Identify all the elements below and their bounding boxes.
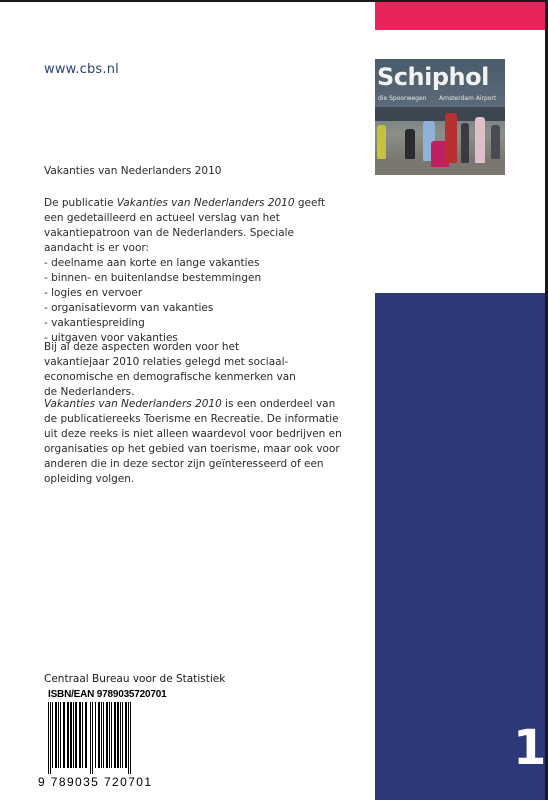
- intro-suffix: geeft een gedetailleerd en actueel verslag van het vakantiepatroon van de Nederlanders. Speciale aandacht is er voor:: [44, 197, 326, 254]
- photo-person: [445, 113, 457, 163]
- photo-person: [377, 125, 386, 159]
- aspects-paragraph: Bij al deze aspecten worden voor het vakantiejaar 2010 relaties gelegd met sociaal-economische en demografische kenmerken van de Nederlanders.: [44, 341, 296, 398]
- topic-list: [44, 256, 344, 346]
- topic-item: - binnen- en buitenlandse bestemmingen: [44, 272, 262, 284]
- photo-person: [405, 129, 415, 159]
- intro-prefix: De publicatie: [44, 197, 117, 209]
- publisher-name: Centraal Bureau voor de Statistiek: [44, 673, 226, 685]
- topic-item: - logies en vervoer: [44, 287, 143, 299]
- barcode-bar: [128, 702, 129, 774]
- barcode-bar: [92, 702, 93, 774]
- barcode-bar: [79, 702, 81, 768]
- intro-paragraph: [44, 196, 344, 346]
- topic-item: - uitgaven voor vakanties: [44, 332, 178, 344]
- barcode-bar: [63, 702, 65, 768]
- schiphol-photo: [375, 59, 505, 175]
- barcode-bar: [106, 702, 108, 768]
- series-paragraph: [44, 397, 344, 487]
- isbn-label: ISBN/EAN 9789035720701: [48, 689, 167, 700]
- barcode-bar: [90, 702, 91, 774]
- publication-title: Vakanties van Nederlanders 2010: [44, 165, 222, 177]
- barcode-bar: [117, 702, 119, 768]
- barcode-bar: [111, 702, 112, 768]
- photo-sign-subtext-right: Amsterdam Airport: [439, 95, 497, 102]
- barcode-bar: [95, 702, 96, 768]
- barcode-bar: [109, 702, 110, 768]
- barcode-bar: [85, 702, 87, 768]
- barcode-bar: [55, 702, 57, 768]
- barcode-bar: [130, 702, 131, 774]
- barcode-bar: [101, 702, 102, 768]
- barcode-bar: [48, 702, 49, 774]
- barcode-bar: [103, 702, 104, 768]
- barcode-bar: [114, 702, 116, 768]
- photo-person: [491, 125, 500, 159]
- barcode-digits: 9 789035 720701: [38, 775, 153, 789]
- barcode-bar: [73, 702, 74, 768]
- photo-person: [475, 117, 485, 163]
- photo-sign-subtext-left: die Spoorwegen: [378, 95, 427, 102]
- photo-sign-text: Schiphol: [377, 63, 489, 91]
- barcode-bar: [58, 702, 59, 768]
- barcode-bar: [67, 702, 69, 768]
- barcode-bar: [52, 702, 53, 768]
- intro-italic-title: Vakanties van Nederlanders 2010: [116, 197, 295, 209]
- website-link[interactable]: www.cbs.nl: [44, 62, 119, 77]
- barcode-bar: [50, 702, 51, 774]
- photo-person: [461, 123, 469, 163]
- series-text: is een onderdeel van de publicatiereeks Toerisme en Recreatie. De informatie uit deze reeks is niet alleen waardevol voor bedrijven en organisaties op het gebied van toerisme, maar ook voor anderen die in deze sector zijn geïnteresseerd of een opleiding volgen.: [44, 398, 342, 485]
- photo-canopy: [375, 107, 505, 121]
- barcode-bar: [98, 702, 100, 768]
- barcode-bar: [75, 702, 77, 768]
- volume-number: 1: [513, 720, 547, 776]
- series-italic-title: Vakanties van Nederlanders 2010: [44, 398, 222, 410]
- topic-item: - deelname aan korte en lange vakanties: [44, 257, 260, 269]
- barcode-bars: [44, 702, 168, 774]
- topic-item: - vakantiespreiding: [44, 317, 145, 329]
- barcode-bar: [82, 702, 83, 768]
- barcode-bar: [70, 702, 72, 768]
- topic-item: - organisatievorm van vakanties: [44, 302, 214, 314]
- barcode-bar: [120, 702, 121, 768]
- barcode-bar: [125, 702, 127, 768]
- pink-color-block: [375, 2, 545, 30]
- barcode-bar: [60, 702, 61, 768]
- barcode-bar: [122, 702, 123, 768]
